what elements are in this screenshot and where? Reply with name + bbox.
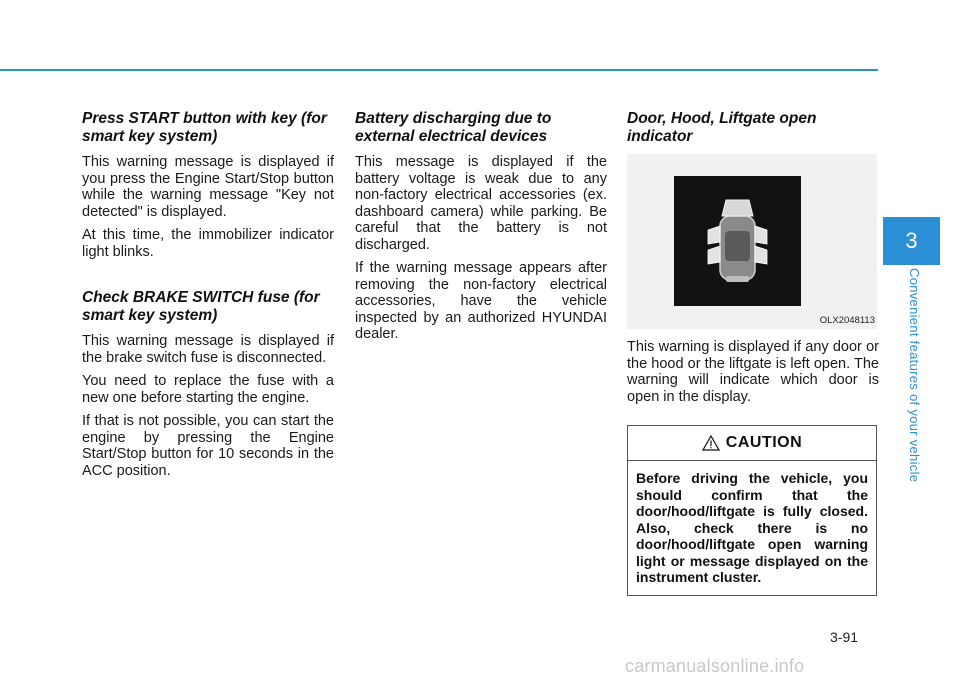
caution-text: Before driving the vehicle, you should confirm that the door/hood/liftgate is fully closed. Also, check there is no door/hood/liftgate open warning light or message displayed on the instrument cluster.	[636, 470, 868, 585]
watermark: carmanualsonline.info	[625, 656, 805, 676]
paragraph: This warning is displayed if any door or the hood or the liftgate is left open. The warning will indicate which door is open in the display.	[627, 339, 879, 405]
column-2	[355, 110, 607, 350]
chapter-title: Convenient features of your vehicle	[907, 268, 922, 483]
column-1	[82, 110, 334, 486]
top-rule	[0, 69, 878, 71]
heading-battery-discharging: Battery discharging due to external electrical devices	[355, 110, 552, 145]
paragraph: If that is not possible, you can start the engine by pressing the Engine Start/Stop button for 10 seconds in the ACC position.	[82, 413, 334, 479]
heading-press-start: Press START button with key (for smart key system)	[82, 110, 327, 145]
paragraph: At this time, the immobilizer indicator light blinks.	[82, 227, 334, 260]
paragraph: You need to replace the fuse with a new one before starting the engine.	[82, 373, 334, 406]
paragraph: This message is displayed if the battery voltage is weak due to any non-factory electrical accessories (ex. dashboard camera) while parking. Be careful that the battery is not discharged.	[355, 154, 607, 253]
caution-header	[628, 426, 876, 461]
cluster-display	[674, 176, 801, 306]
caution-title: CAUTION	[725, 434, 803, 451]
column-3	[627, 110, 879, 596]
paragraph: This warning message is displayed if you press the Engine Start/Stop button while the warning message "Key not detected" is displayed.	[82, 154, 334, 220]
warning-triangle-icon	[702, 435, 720, 451]
paragraph: This warning message is displayed if the brake switch fuse is disconnected.	[82, 333, 334, 366]
paragraph: If the warning message appears after removing the non-factory electrical accessories, have the vehicle inspected by an authorized HYUNDAI dealer.	[355, 260, 607, 342]
heading-brake-switch: Check BRAKE SWITCH fuse (for smart key system)	[82, 289, 320, 324]
heading-door-open-indicator: Door, Hood, Liftgate open indicator	[627, 110, 817, 145]
caution-box	[627, 425, 877, 596]
chapter-tab: 3	[883, 217, 940, 265]
figure-door-open-display	[627, 154, 877, 329]
car-doors-open-icon	[674, 176, 801, 306]
figure-code: OLX2048113	[819, 315, 875, 326]
page-number: 3-91	[830, 629, 859, 645]
